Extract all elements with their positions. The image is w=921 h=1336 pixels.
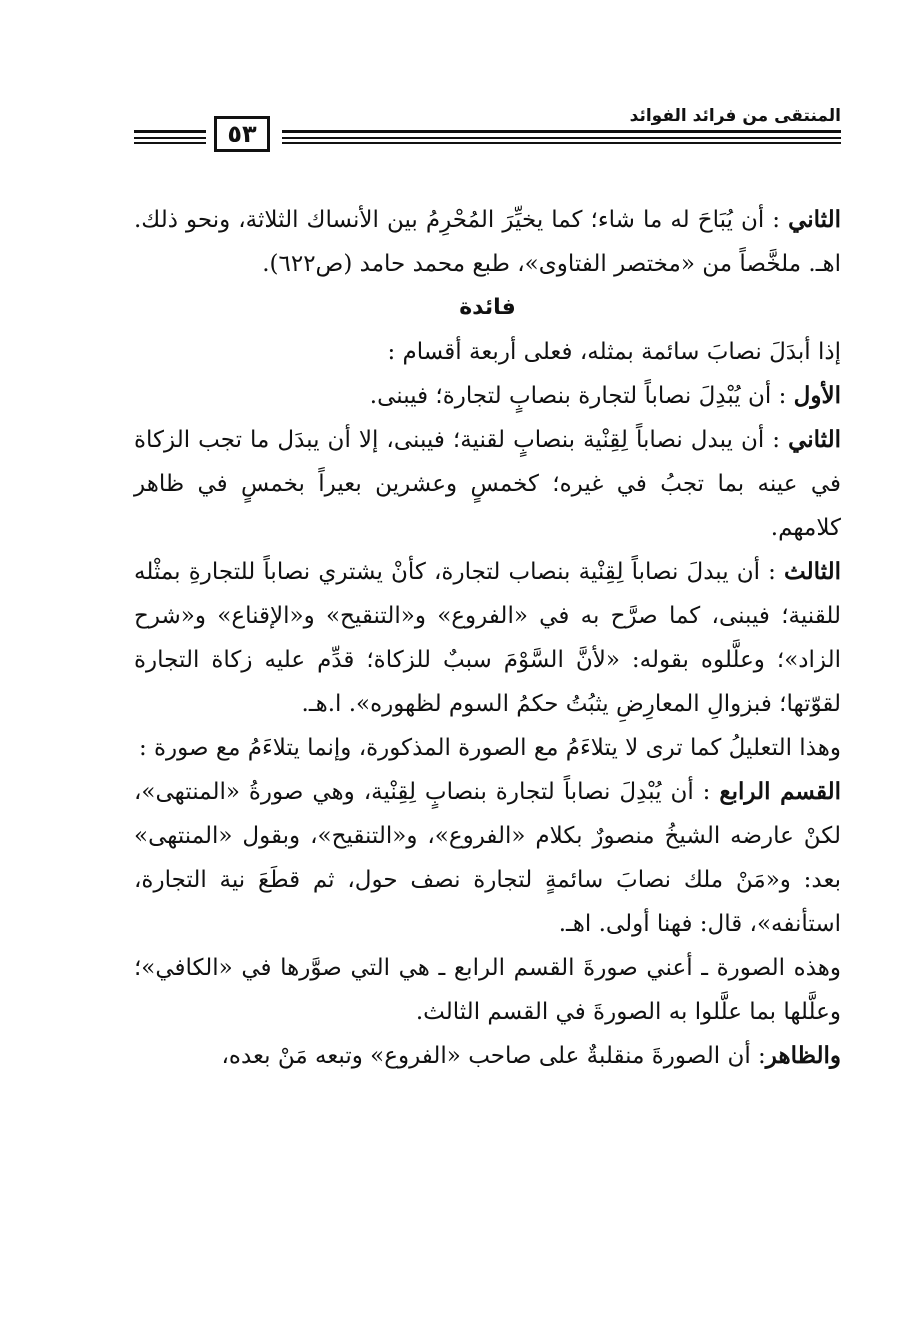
paragraph-label: الأول [793, 382, 841, 409]
paragraph-text: : أن يبدلَ نصاباً لِقِنْية بنصاب لتجارة، كأنْ يشتري نصاباً للتجارةِ بمثْله للقنية؛ فيبنى، كما صرَّح به في «الفروع» و«التنقيح» و«الإقناع» و«شرح الزاد»؛ وعلَّلوه بقوله: «لأنَّ السَّوْمَ سببٌ للزكاة؛ قدِّم عليه زكاة التجارة لقوّتها؛ فبزوالِ المعارِضِ يثبُتُ حكمُ السوم لظهوره». ا.هـ. [134, 559, 841, 717]
paragraph-label: الثالث [784, 558, 841, 585]
paragraph-text: : أن يُبَاحَ له ما شاء؛ كما يخيِّرَ المُحْرِمُ بين الأنساك الثلاثة، ونحو ذلك. اهـ. ملخَّصاً من «مختصر الفتاوى»، طبع محمد حامد (ص٦٢٢). [134, 207, 841, 277]
header-rule-right [282, 130, 841, 144]
page-number: ٥٣ [227, 120, 257, 148]
paragraph [134, 1034, 841, 1078]
paragraph [134, 946, 841, 1034]
paragraph-label: القسم الرابع [719, 778, 841, 805]
paragraph-text: : أن الصورةَ منقلبةٌ على صاحب «الفروع» وتبعه مَنْ بعده، [221, 1043, 766, 1069]
paragraph-text: وهذا التعليلُ كما ترى لا يتلاءَمُ مع الصورة المذكورة، وإنما يتلاءَمُ مع صورة : [138, 735, 841, 761]
paragraph-text: وهذه الصورة ـ أعني صورةَ القسم الرابع ـ هي التي صوَّرها في «الكافي»؛ وعلَّلها بما علَّلوا به الصورةَ في القسم الثالث. [134, 955, 841, 1025]
paragraph [134, 330, 841, 374]
paragraph-label: والظاهر [765, 1042, 841, 1069]
paragraph-label: الثاني [788, 426, 841, 453]
paragraph [134, 770, 841, 946]
paragraph [134, 726, 841, 770]
running-header-title: المنتقى من فرائد الفوائد [629, 106, 841, 126]
paragraph [134, 374, 841, 418]
book-page [134, 100, 841, 1300]
paragraph-text: : أن يبدل نصاباً لِقِنْية بنصابٍ لقنية؛ فيبنى، إلا أن يبدَل ما تجب الزكاة في عينه بما تجبُ في غيره؛ كخمسٍ وعشرين بعيراً بخمسٍ في ظاهر كلامهم. [134, 427, 841, 541]
paragraph [134, 198, 841, 286]
header-rule-left [134, 130, 206, 144]
paragraph-label: الثاني [788, 206, 841, 233]
section-heading: فائدة [459, 295, 516, 320]
paragraph [134, 550, 841, 726]
paragraph-text: : أن يُبْدِلَ نصاباً لتجارة بنصابٍ لِقِنْية، وهي صورةُ «المنتهى»، لكنْ عارضه الشيخُ منصورٌ بكلام «الفروع»، و«التنقيح»، وبقول «المنتهى» بعد: و«مَنْ ملك نصابَ سائمةٍ لتجارة نصف حول، ثم قطَعَ نية التجارة، استأنفه»، قال: فهنا أولى. اهـ. [134, 779, 841, 937]
paragraph [134, 418, 841, 550]
page-number-box [214, 116, 270, 152]
page-body [134, 198, 841, 1078]
paragraph-text: إذا أبدَلَ نصابَ سائمة بمثله، فعلى أربعة أقسام : [387, 339, 841, 365]
paragraph-text: : أن يُبْدِلَ نصاباً لتجارة بنصابٍ لتجارة؛ فيبنى. [369, 383, 794, 409]
